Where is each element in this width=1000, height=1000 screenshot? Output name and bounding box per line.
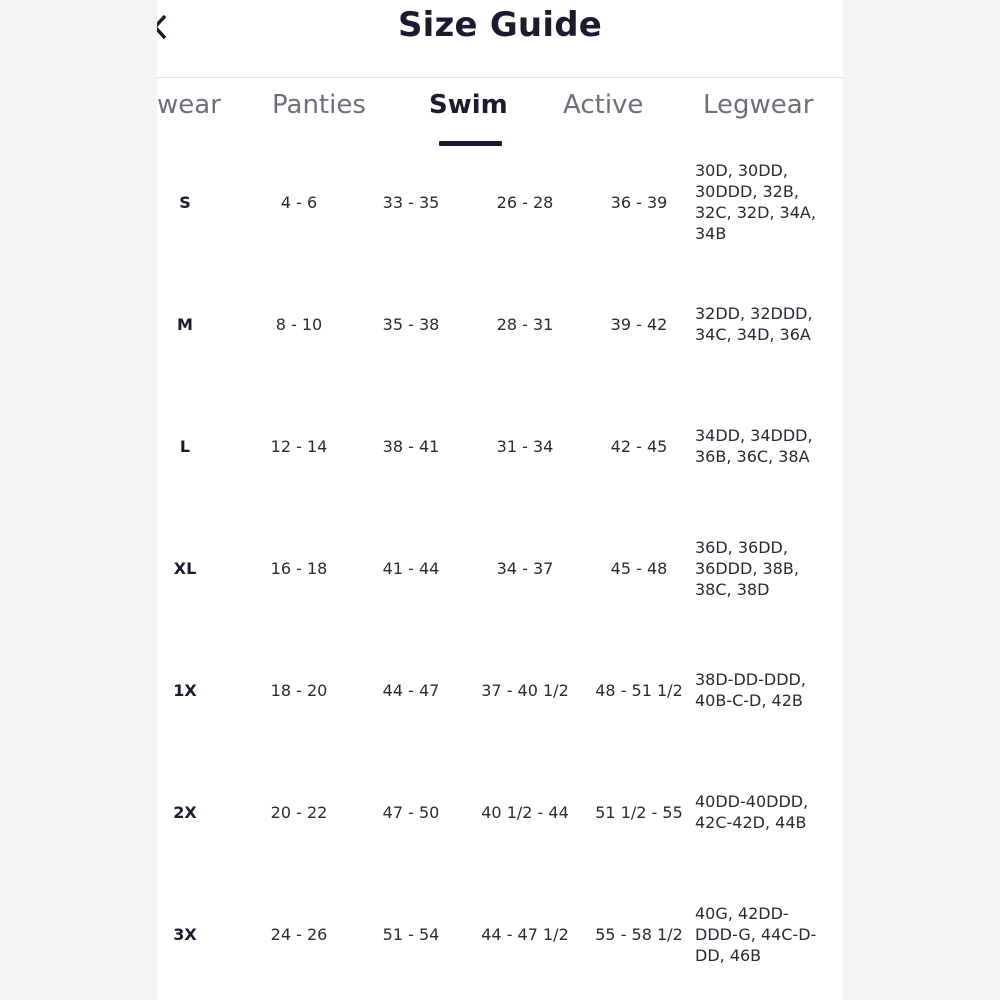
measure-cell: 37 - 40 1/2 <box>481 680 569 700</box>
table-row <box>157 150 843 263</box>
bra-size-cell: 38D-DD-DDD, 40B-C-D, 42B <box>695 670 806 710</box>
table-row <box>157 507 843 629</box>
bra-size-cell: 30D, 30DD, 30DDD, 32B, 32C, 32D, 34A, 34B <box>695 161 816 243</box>
measure-cell: 41 - 44 <box>382 558 440 578</box>
size-label: M <box>177 314 193 334</box>
category-tabs <box>157 78 843 150</box>
measure-cell: 34 - 37 <box>496 558 554 578</box>
measure-cell: 18 - 20 <box>270 680 328 700</box>
table-row <box>157 873 843 995</box>
measure-cell: 36 - 39 <box>610 192 668 212</box>
size-label: 3X <box>173 924 197 944</box>
measure-cell: 8 - 10 <box>275 314 323 334</box>
size-label: S <box>179 192 191 212</box>
measure-cell: 39 - 42 <box>610 314 668 334</box>
measure-cell: 45 - 48 <box>610 558 668 578</box>
table-row <box>157 385 843 507</box>
tab-legwear[interactable]: Legwear <box>703 90 814 120</box>
measure-cell: 16 - 18 <box>270 558 328 578</box>
size-label: 1X <box>173 680 197 700</box>
size-label: XL <box>173 558 197 578</box>
measure-cell: 44 - 47 1/2 <box>481 924 569 944</box>
size-table <box>157 150 843 1000</box>
measure-cell: 35 - 38 <box>382 314 440 334</box>
bra-size-cell: 40DD-40DDD, 42C-42D, 44B <box>695 792 809 832</box>
measure-cell: 12 - 14 <box>270 436 328 456</box>
table-row <box>157 629 843 751</box>
measure-cell: 47 - 50 <box>382 802 440 822</box>
bra-size-cell: 40G, 42DD-DDD-G, 44C-D-DD, 46B <box>695 903 817 965</box>
bra-size-cell: 32DD, 32DDD, 34C, 34D, 36A <box>695 304 813 344</box>
measure-cell: 42 - 45 <box>610 436 668 456</box>
measure-cell: 38 - 41 <box>382 436 440 456</box>
table-row <box>157 263 843 385</box>
size-label: L <box>179 436 191 456</box>
bra-size-cell: 36D, 36DD, 36DDD, 38B, 38C, 38D <box>695 537 799 599</box>
measure-cell: 48 - 51 1/2 <box>595 680 683 700</box>
measure-cell: 51 1/2 - 55 <box>595 802 683 822</box>
measure-cell: 33 - 35 <box>382 192 440 212</box>
active-tab-indicator <box>439 141 502 146</box>
measure-cell: 51 - 54 <box>382 924 440 944</box>
header <box>157 0 843 78</box>
size-guide-screen <box>157 0 843 1000</box>
measure-cell: 40 1/2 - 44 <box>481 802 569 822</box>
measure-cell: 31 - 34 <box>496 436 554 456</box>
tab-swim[interactable]: Swim <box>429 90 508 120</box>
measure-cell: 28 - 31 <box>496 314 554 334</box>
tab-panties[interactable]: Panties <box>272 90 366 120</box>
table-row <box>157 751 843 873</box>
page-title: Size Guide <box>398 5 602 45</box>
size-label: 2X <box>173 802 197 822</box>
measure-cell: 44 - 47 <box>382 680 440 700</box>
measure-cell: 26 - 28 <box>496 192 554 212</box>
bra-size-cell: 34DD, 34DDD, 36B, 36C, 38A <box>695 426 813 466</box>
measure-cell: 20 - 22 <box>270 802 328 822</box>
measure-cell: 55 - 58 1/2 <box>595 924 683 944</box>
measure-cell: 4 - 6 <box>280 192 318 212</box>
tab-shapewear[interactable]: wear <box>157 90 221 120</box>
tab-active[interactable]: Active <box>563 90 644 120</box>
measure-cell: 24 - 26 <box>270 924 328 944</box>
